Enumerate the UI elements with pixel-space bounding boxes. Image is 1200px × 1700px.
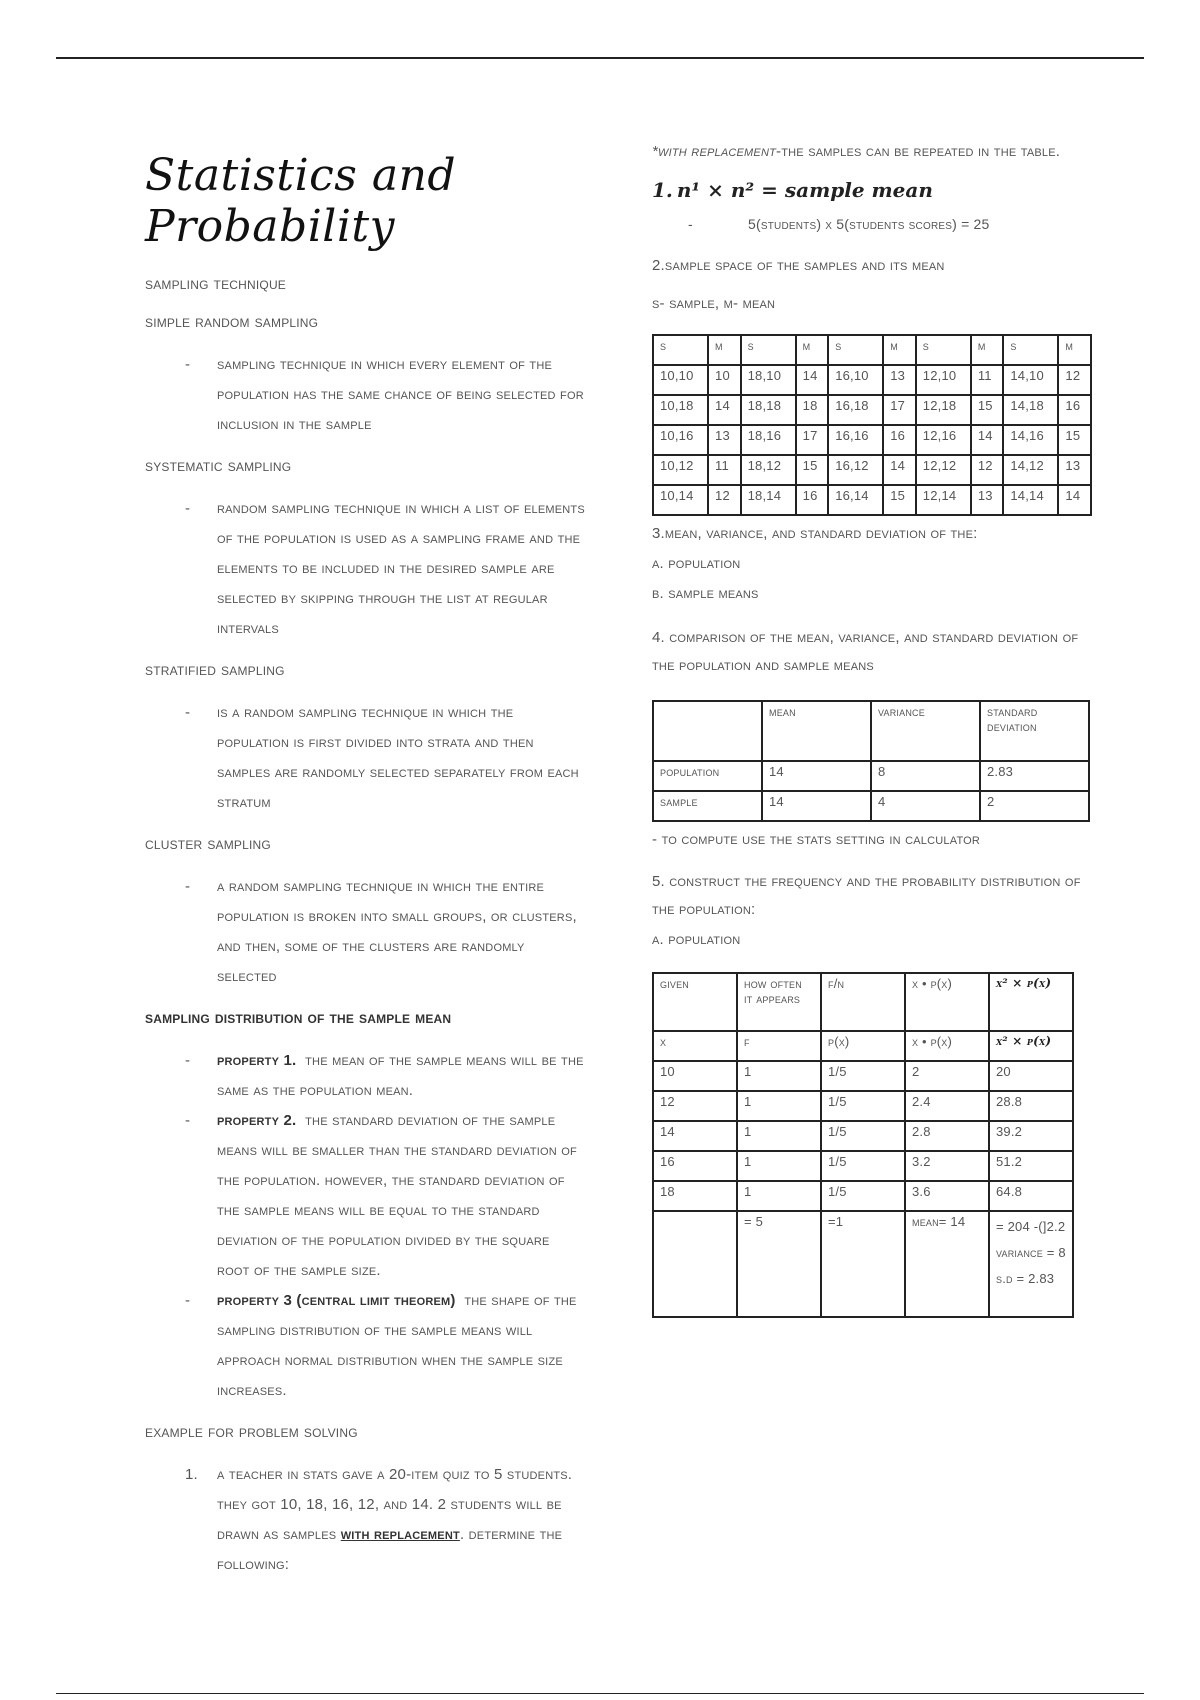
cell: 39.2 (989, 1121, 1073, 1151)
header-cell: x² × p(x) (989, 973, 1073, 1031)
simple-random-bullet: - sampling technique in which every element of the population has the same chance of being selected for inclusion in the sample (185, 356, 584, 433)
cell: 14,16 (1003, 425, 1058, 455)
cell: 14 (883, 455, 916, 485)
cluster-text: a random sampling technique in which the entire population is broken into small groups, or clusters, and then, some of the clusters are randomly selected (217, 878, 577, 985)
header-cell: m (708, 335, 741, 365)
cell: 16 (1058, 395, 1091, 425)
cell: 10,10 (653, 365, 708, 395)
header-cell: s (916, 335, 971, 365)
cell: 12 (653, 1091, 737, 1121)
header-cell (653, 701, 762, 761)
formula: n¹ × n² = sample mean (676, 178, 933, 202)
cell: 14,14 (1003, 485, 1058, 515)
sample-space-table (652, 334, 1092, 516)
stratified-heading: stratified sampling (145, 660, 285, 679)
cell: population (653, 761, 762, 791)
cell: 14 (971, 425, 1004, 455)
cell: 15 (971, 395, 1004, 425)
header-cell: standard deviation (980, 701, 1089, 761)
cell: 16,10 (828, 365, 883, 395)
legend: s- sample, m- mean (652, 295, 776, 312)
property-2: - property 2. the standard deviation of the sample means will be smaller than the standard deviation of the population. however, the standard deviation of the sample means will be equal to the standard deviation of the population divided by the square root of the sample size. (185, 1112, 577, 1279)
cell: 1/5 (821, 1121, 905, 1151)
calculation-line (652, 216, 1092, 232)
table-row (653, 485, 1091, 515)
cell: 18 (796, 395, 829, 425)
header-cell: mean (762, 701, 871, 761)
replacement-note-label: *with replacement (652, 143, 777, 160)
cell: 16 (653, 1151, 737, 1181)
cell: 12 (1058, 365, 1091, 395)
cell: 12 (971, 455, 1004, 485)
replacement-note-text: -the samples can be repeated in the table. (776, 143, 1061, 160)
cell: 3.6 (905, 1181, 989, 1211)
cell: 1 (737, 1181, 821, 1211)
table-total-row (653, 1211, 1073, 1317)
left-column (145, 140, 585, 1596)
cell: 14 (653, 1121, 737, 1151)
cell: 28.8 (989, 1091, 1073, 1121)
cell: 15 (1058, 425, 1091, 455)
formula-number: 1. (652, 178, 673, 202)
cell: 15 (796, 455, 829, 485)
item-4: 4. comparison of the mean, variance, and standard deviation of the population and sample means (652, 629, 1079, 674)
cell: 18,12 (741, 455, 796, 485)
example-text-b: . determine the following: (217, 1526, 563, 1573)
cell: 12,12 (916, 455, 971, 485)
replacement-note (652, 140, 1092, 164)
simple-random-heading: simple random sampling (145, 312, 319, 331)
header-cell: s (653, 335, 708, 365)
cell: 1/5 (821, 1181, 905, 1211)
cell: 20 (989, 1061, 1073, 1091)
cell: 10,18 (653, 395, 708, 425)
item-5a: a. population (652, 931, 741, 948)
cell: 17 (796, 425, 829, 455)
header-cell: m (971, 335, 1004, 365)
cell: 13 (708, 425, 741, 455)
table-row (653, 761, 1089, 791)
cell: 18,10 (741, 365, 796, 395)
right-column (652, 140, 1092, 1318)
calc-text: 5(students) x 5(students scores) = 25 (748, 216, 990, 232)
property-2-text: the standard deviation of the sample means will be smaller than the standard deviation of the population. however, the standard deviation of the sample means will be equal to the standard deviation of the population divided by the square root of the sample size. (217, 1112, 577, 1279)
cell: 14,10 (1003, 365, 1058, 395)
property-1: - property 1. the mean of the sample means will be the same as the population mean. (185, 1052, 584, 1099)
cell: 10,14 (653, 485, 708, 515)
cell: 2 (980, 791, 1089, 821)
cell: 13 (1058, 455, 1091, 485)
cell: 64.8 (989, 1181, 1073, 1211)
cell: 12 (708, 485, 741, 515)
header-cell: given (653, 973, 737, 1031)
stratified-text: is a random sampling technique in which the population is first divided into strata and then samples are randomly selected separately from each stratum (217, 704, 579, 811)
cell: 1 (737, 1121, 821, 1151)
cell: 14,18 (1003, 395, 1058, 425)
property-2-label: property 2. (217, 1112, 297, 1129)
cell: 14 (762, 761, 871, 791)
property-3-text: the shape of the sampling distribution of the sample means will approach normal distribution when the sample size increases. (217, 1292, 577, 1399)
cell: 16,16 (828, 425, 883, 455)
table-row (653, 1061, 1073, 1091)
cell: = 204 -(]2.2 variance = 8 s.d = 2.83 (989, 1211, 1073, 1317)
cluster-bullet: - a random sampling technique in which the entire population is broken into small groups, or clusters, and then, some of the clusters are randomly selected (185, 878, 577, 985)
table-header-row (653, 335, 1091, 365)
header-cell: variance (871, 701, 980, 761)
systematic-text: random sampling technique in which a list of elements of the population is used as a sampling frame and the elements to be included in the desired sample are selected by skipping through the list at regular intervals (217, 500, 585, 637)
cell (653, 1211, 737, 1317)
table-row (653, 395, 1091, 425)
header-cell: m (883, 335, 916, 365)
cell: 11 (708, 455, 741, 485)
property-3: - property 3 (central limit theorem) the shape of the sampling distribution of the sample means will approach normal distribution when the sample size increases. (185, 1292, 577, 1399)
cell: 14 (708, 395, 741, 425)
cell: 1 (737, 1091, 821, 1121)
cell: 10 (653, 1061, 737, 1091)
cell: 18,16 (741, 425, 796, 455)
header-cell: s (741, 335, 796, 365)
cell: 16 (883, 425, 916, 455)
simple-random-text: sampling technique in which every element of the population has the same chance of being selected for inclusion in the sample (217, 356, 584, 433)
table-row (653, 455, 1091, 485)
header-cell: f/n (821, 973, 905, 1031)
cell: 15 (883, 485, 916, 515)
cell: mean= 14 (905, 1211, 989, 1317)
table-row (653, 791, 1089, 821)
cell: 10,16 (653, 425, 708, 455)
cell: sample (653, 791, 762, 821)
cell: = 5 (737, 1211, 821, 1317)
cluster-heading: cluster sampling (145, 834, 271, 853)
property-3-label: property 3 (central limit theorem) (217, 1292, 456, 1309)
header-cell: how often it appears (737, 973, 821, 1031)
example-number: 1. (185, 1466, 198, 1483)
page-title: Statistics and Probability (145, 150, 457, 252)
header-cell: p(x) (821, 1031, 905, 1061)
cell: 2.4 (905, 1091, 989, 1121)
table-row (653, 1091, 1073, 1121)
cell: 14 (796, 365, 829, 395)
systematic-heading: systematic sampling (145, 456, 292, 475)
cell: 2.8 (905, 1121, 989, 1151)
item-2: 2.sample space of the samples and its mean (652, 257, 945, 274)
cell: 12,16 (916, 425, 971, 455)
cell: 16 (796, 485, 829, 515)
cell: 11 (971, 365, 1004, 395)
example-heading: example for problem solving (145, 1422, 358, 1441)
cell: 16,12 (828, 455, 883, 485)
item-3: 3.mean, variance, and standard deviation of the: (652, 525, 978, 542)
header-cell: m (796, 335, 829, 365)
item-3a: a. population (652, 555, 741, 572)
property-1-label: property 1. (217, 1052, 297, 1069)
cell: 10 (708, 365, 741, 395)
cell: 2.83 (980, 761, 1089, 791)
cell: 1 (737, 1151, 821, 1181)
cell: 1/5 (821, 1061, 905, 1091)
sampling-technique-heading: sampling technique (145, 274, 287, 293)
cell: 4 (871, 791, 980, 821)
comparison-note: - to compute use the stats setting in calculator (652, 831, 981, 848)
cell: 18 (653, 1181, 737, 1211)
cell: 18,14 (741, 485, 796, 515)
item-5: 5. construct the frequency and the probability distribution of the population: (652, 873, 1081, 918)
table-row (653, 365, 1091, 395)
distribution-heading: sampling distribution of the sample mean (145, 1008, 452, 1027)
table-header-row (653, 701, 1089, 761)
cell: 14 (762, 791, 871, 821)
header-cell: x (653, 1031, 737, 1061)
header-cell: f (737, 1031, 821, 1061)
cell: 3.2 (905, 1151, 989, 1181)
table-row (653, 1121, 1073, 1151)
top-rule (56, 57, 1144, 59)
cell: 17 (883, 395, 916, 425)
cell: 16,18 (828, 395, 883, 425)
with-replacement-emphasis: with replacement (340, 1526, 460, 1543)
header-cell: x • p(x) (905, 973, 989, 1031)
stratified-bullet: - is a random sampling technique in which the population is first divided into strata and then samples are randomly selected separately from each stratum (185, 704, 579, 811)
header-cell: x² × p(x) (989, 1031, 1073, 1061)
cell: 12,14 (916, 485, 971, 515)
table-header-row (653, 1031, 1073, 1061)
header-cell: m (1058, 335, 1091, 365)
example-text-a: a teacher in stats gave a 20-item quiz to 5 students. they got 10, 18, 16, 12, and 14. 2 students will be drawn as samples (217, 1466, 573, 1543)
header-cell: s (1003, 335, 1058, 365)
systematic-bullet: - random sampling technique in which a list of elements of the population is used as a sampling frame and the elements to be included in the desired sample are selected by skipping through the list at regular intervals (185, 500, 585, 637)
cell: 1/5 (821, 1091, 905, 1121)
cell: 13 (883, 365, 916, 395)
table-row (653, 1151, 1073, 1181)
cell: 8 (871, 761, 980, 791)
cell: =1 (821, 1211, 905, 1317)
bottom-rule (56, 1693, 1144, 1694)
item-3b: b. sample means (652, 585, 759, 602)
cell: 14,12 (1003, 455, 1058, 485)
cell: 1 (737, 1061, 821, 1091)
table-row (653, 1181, 1073, 1211)
cell: 1/5 (821, 1151, 905, 1181)
formula-line (652, 178, 1092, 202)
cell: 51.2 (989, 1151, 1073, 1181)
cell: 14 (1058, 485, 1091, 515)
frequency-table (652, 972, 1074, 1318)
comparison-table (652, 700, 1090, 822)
table-row (653, 425, 1091, 455)
header-cell: x • p(x) (905, 1031, 989, 1061)
cell: 2 (905, 1061, 989, 1091)
cell: 18,18 (741, 395, 796, 425)
header-cell: s (828, 335, 883, 365)
example-item (145, 1460, 585, 1580)
cell: 16,14 (828, 485, 883, 515)
property-1-text: the mean of the sample means will be the same as the population mean. (217, 1052, 584, 1099)
table-header-row (653, 973, 1073, 1031)
calc-dash: - (688, 216, 693, 232)
cell: 13 (971, 485, 1004, 515)
cell: 10,12 (653, 455, 708, 485)
cell: 12,10 (916, 365, 971, 395)
cell: 12,18 (916, 395, 971, 425)
